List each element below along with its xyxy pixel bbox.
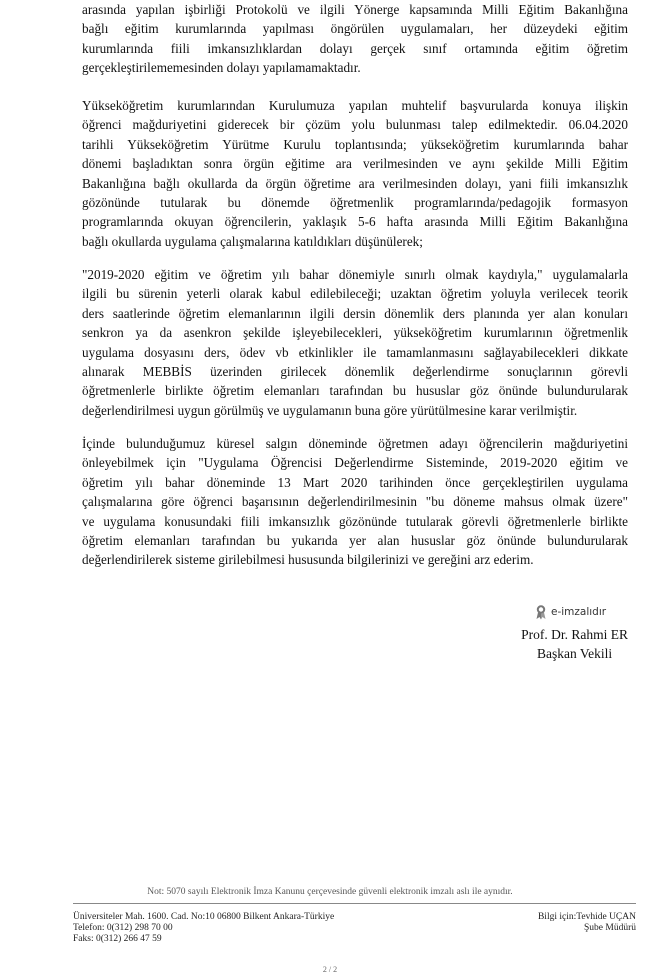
body-paragraph-1 bbox=[82, 0, 628, 78]
text-line: değerlendirilmesi uygun görülmüş ve uygulamanın buna göre yürütülmesine karar verilmiştir. bbox=[82, 402, 578, 418]
text-line: kurumlarında fiili imkansızlıklardan dolayı gerçek sınıf ortamında eğitim öğretim bbox=[82, 40, 628, 56]
page-number: 2 / 2 bbox=[322, 965, 338, 974]
text-line: bağlı eğitim kurumlarında yapılması öngörülen uygulamaları, her düzeydeki eğitim bbox=[82, 21, 628, 37]
text-line: ders saatlerinde öğretim elemanlarının ilgili dersin dönemlik ders planında yer alan konuları bbox=[82, 305, 628, 321]
body-paragraph-2 bbox=[82, 96, 628, 251]
text-line: programlarında okuyan öğrencilerin, yaklaşık 5-6 hafta arasında Milli Eğitim Bakanlığına bbox=[82, 214, 628, 230]
footer-address-block bbox=[73, 912, 334, 945]
text-line: gerçekleştirilememesinden dolayı yapılamamaktadır. bbox=[82, 60, 361, 76]
text-line: önleyebilmek için "Uygulama Öğrencisi Değerlendirme Sisteminde, 2019-2020 eğitim ve bbox=[82, 455, 628, 471]
text-line: İçinde bulunduğumuz küresel salgın döneminde öğretmen adayı öğrencilerin mağduriyetini bbox=[82, 436, 628, 451]
text-line: ve uygulama konusundaki fiili imkansızlık gözönünde tutularak görevli öğretmenlerle birlikte bbox=[82, 513, 628, 529]
text-line: öğretim yılı bahar döneminde 13 Mart 2020 tarihinden önce gerçekleştirilen uygulama bbox=[82, 474, 628, 490]
signatory-name: Prof. Dr. Rahmi ER bbox=[521, 627, 628, 642]
text-line: bağlı okullarda uygulama çalışmalarına katıldıkları düşünülerek; bbox=[82, 233, 423, 249]
footer-info-role: Şube Müdürü bbox=[584, 923, 636, 933]
text-line: ilgili bu sürenin yeterli olarak kabul edilebileceği; uzaktan öğretim yoluyla verilecek teorik bbox=[82, 286, 628, 302]
text-line: öğretim elemanları tarafından bu yukarıda yer alan hususlar göz önünde bulundurularak bbox=[82, 533, 628, 549]
footer-address: Üniversiteler Mah. 1600. Cad. No:10 06800 Bilkent Ankara-Türkiye bbox=[73, 912, 335, 922]
text-line: çalışmalarına göre öğrenci başarısının değerlendirilmesinin "bu döneme mahsus olmak üzere" bbox=[82, 494, 628, 510]
body-paragraph-4 bbox=[82, 434, 628, 570]
signatory-block bbox=[521, 625, 628, 663]
text-line: Yükseköğretim kurumlarından Kurulumuza yapılan muhtelif başvurularda konuya ilişkin bbox=[82, 98, 628, 113]
ribbon-seal-icon bbox=[535, 604, 547, 620]
text-line: senkron ya da asenkron şekilde işleyebilecekleri, yükseköğretim kurumlarının öğretmenlik bbox=[82, 325, 628, 341]
e-signature-footnote: Not: 5070 sayılı Elektronik İmza Kanunu çerçevesinde güvenli elektronik imzalı aslı ile aynıdır. bbox=[147, 887, 513, 897]
text-line: "2019-2020 eğitim ve öğretim yılı bahar dönemiyle sınırlı olmak kaydıyla," uygulamalarla bbox=[82, 267, 628, 282]
text-line: tarihli Yükseköğretim Yürütme Kurulu toplantısında; yükseköğretim kurumlarında bahar bbox=[82, 136, 628, 152]
text-line: dönemi başladıktan sonra örgün eğitime ara verilmesinden ve aynı şekilde Milli Eğitim bbox=[82, 156, 628, 172]
footer-info-contact: Bilgi için:Tevhide UÇAN bbox=[537, 912, 636, 922]
text-line: Bakanlığına bağlı okullarda da örgün öğretime ara verilmesinden dolayı, yani fiili imkansızlık bbox=[82, 175, 628, 191]
text-line: değerlendirilerek sisteme girilebilmesi hususunda bilgilerinizi ve gereğini arz ederim. bbox=[82, 552, 534, 568]
footer-phone: Telefon: 0(312) 298 70 00 bbox=[73, 923, 173, 933]
e-signature-label: e-imzalıdır bbox=[551, 606, 607, 618]
text-line: öğretmenlerle birlikte öğretim elemanları tarafından bu hususlar göz önünde bulundurularak bbox=[82, 383, 628, 399]
text-line: uygulama dosyasını ders, ödev vb etkinlikler ile tamamlanmasını sağlayabilecekleri dikkate bbox=[82, 344, 628, 360]
e-signature-mark bbox=[535, 604, 606, 620]
text-line: alınarak MEBBİS üzerinden girilecek dönemlik değerlendirme sonuçlarının görevli bbox=[82, 364, 628, 380]
signatory-title: Başkan Vekili bbox=[537, 646, 613, 661]
footer-divider bbox=[73, 903, 636, 904]
footer-fax: Faks: 0(312) 266 47 59 bbox=[73, 934, 162, 944]
body-paragraph-3 bbox=[82, 265, 628, 420]
text-line: öğrenci mağduriyetini giderecek bir çözüm yolu bulunması talep edilmektedir. 06.04.2020 bbox=[82, 117, 628, 133]
footer-contact-block bbox=[538, 912, 636, 934]
text-line: gözönünde tutularak bu dönemde öğretmenlik programlarında/pedagojik formasyon bbox=[82, 195, 628, 211]
text-line: arasında yapılan işbirliği Protokolü ve ilgili Yönerge kapsamında Milli Eğitim Bakanlığına bbox=[82, 2, 628, 17]
